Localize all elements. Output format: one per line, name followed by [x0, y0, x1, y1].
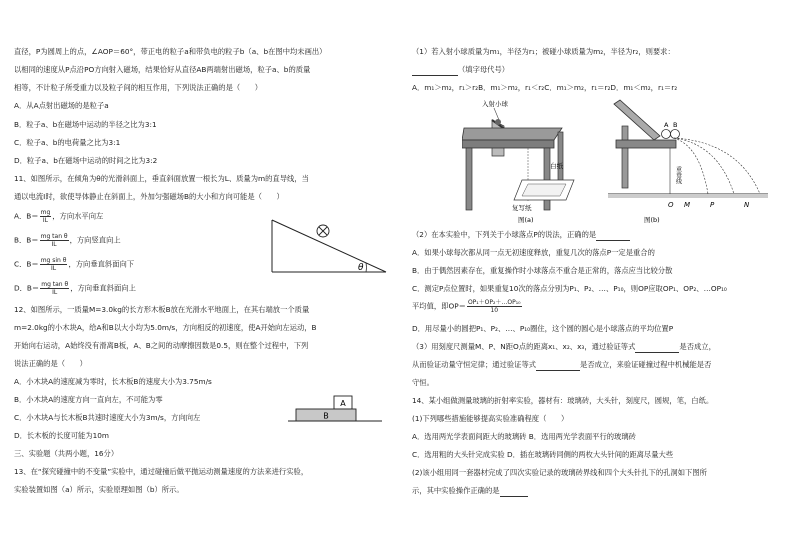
- q11-option-c-fraction: $\frac{\text{mg sin θ}}{IL}$: [40, 257, 67, 272]
- q13-part3-line-1: （3）用刻度尺测量M、P、N距O点的距离x₁、x₂、x₃，通过验证等式 是否成立，: [412, 342, 716, 351]
- svg-text:重垂线: 重垂线: [674, 166, 682, 184]
- q13-part2-option-a: A．如果小球每次都从同一点无初速度释放，重复几次的落点P一定是重合的: [412, 248, 655, 257]
- q14-part2-line-2: 示，其中实验操作正确的是: [412, 486, 528, 497]
- q12-line-1: 12、如图所示，一质量M=3.0kg的长方形木板B放在光滑水平地面上，在其右端放一个质量: [14, 305, 310, 314]
- svg-text:入射小球: 入射小球: [482, 100, 508, 108]
- q13-part2: （2）在本实验中，下列关于小球落点P的说法，正确的是: [412, 230, 630, 241]
- q14-part2: (2)该小组用同一套器材完成了四次实验记录的玻璃砖界线和四个大头针扎下的孔洞如下图所: [412, 468, 707, 477]
- q12-option-c: C．小木块A与长木板B共速时速度大小为3m/s，方向向左: [14, 413, 201, 422]
- figure-b-caption: 图(b): [644, 216, 660, 224]
- q11-line-2: 通以电流I时，欲使导体静止在斜面上，外加匀强磁场B的大小和方向可能是（ ）: [14, 192, 284, 201]
- block-figure: [286, 393, 386, 429]
- trajectory-p: [674, 138, 734, 194]
- q10-option-d: D．粒子a、b在磁场中运动的时间之比为3:2: [14, 156, 158, 165]
- q13-part2-option-c: C．测定P点位置时，如果重复10次的落点分别为P₁、P₂、…、P₁₀，则OP应取OP₁、OP₂、…OP₁₀: [412, 284, 727, 293]
- q12-option-d: D．长木板的长度可能为10m: [14, 431, 109, 440]
- q12-line-4: 说法正确的是（ ）: [14, 359, 87, 368]
- q13-part2-option-c-formula: 平均值，即OP＝ $\frac{\text{OP₁＋OP₂＋…OP₁₀}}{10}$: [412, 299, 521, 314]
- q11-option-b-fraction: $\frac{\text{mg tan θ}}{IL}$: [40, 233, 68, 248]
- table-leg: [466, 148, 472, 210]
- q13-part1-options: A．m₁＞m₂，r₁＞r₂B．m₁＞m₂，r₁＜r₂C．m₁＞m₂，r₁＝r₂D．m₁＜m₂，r₁＝r₂: [412, 83, 678, 92]
- answer-blank-1[interactable]: [412, 67, 458, 76]
- svg-text:复写纸: 复写纸: [512, 204, 532, 212]
- q13-line-2: 实验装置如图（a）所示，实验原理如图（b）所示。: [14, 485, 184, 494]
- svg-text:O: O: [668, 201, 674, 209]
- q11-option-d-fraction: $\frac{\text{mg tan θ}}{IL}$: [41, 281, 69, 296]
- q10-option-b: B．粒子a、b在磁场中运动的半径之比为3:1: [14, 120, 157, 129]
- svg-text:M: M: [684, 201, 691, 209]
- q13-part3-line-3: 守恒。: [412, 378, 434, 387]
- q13-part1-answer-line: （填字母代号）: [412, 65, 509, 76]
- intro-line-3: 相等，不计粒子所受重力以及粒子间的相互作用，下列说法正确的是（ ）: [14, 83, 263, 92]
- q10-option-c: C．粒子a、b的电荷量之比为3:1: [14, 138, 121, 147]
- q13-part3-line-2: 从而验证动量守恒定律；通过验证等式 是否成立，来验证碰撞过程中机械能是否: [412, 360, 712, 369]
- q13-part2-option-d: D．用尽量小的圆把P₁、P₂、…、P₁₀圈住，这个圆的圆心是小球落点的平均位置P: [412, 324, 674, 333]
- trajectory-n: [674, 138, 760, 194]
- svg-text:A: A: [664, 121, 669, 129]
- figure-b: [608, 96, 768, 228]
- theta-label: θ: [358, 263, 364, 273]
- q11-line-1: 11、如图所示，在倾角为θ的光滑斜面上，垂直斜面放置一根长为L、质量为m的直导线，当: [14, 174, 309, 183]
- intro-line-2: 以相同的速度从P点沿PO方向射入磁场，结果恰好从直径AB两端射出磁场，粒子a、b的质量: [14, 65, 311, 74]
- q10-option-a: A．从A点射出磁场的是粒子a: [14, 101, 109, 110]
- q11-option-b: B．B＝ $\frac{\text{mg tan θ}}{IL}$ ，方向竖直向上: [14, 233, 121, 248]
- svg-text:B: B: [323, 411, 329, 421]
- q13-part1: （1）若入射小球质量为m₁，半径为r₁；被碰小球质量为m₂，半径为r₂，则要求：: [412, 47, 675, 56]
- figure-a-caption: 图(a): [518, 216, 534, 224]
- ball-a: [662, 130, 671, 139]
- q12-line-2: m=2.0kg的小木块A，给A和B以大小均为5.0m/s，方向相反的初速度，使A开始向左运动，B: [14, 323, 317, 332]
- incline-surface: [272, 220, 386, 272]
- q11-option-a: A．B＝ $\frac{mg}{IL}$ ，方向水平向左: [14, 209, 104, 224]
- q11-option-c: C．B＝ $\frac{\text{mg sin θ}}{IL}$ ，方向垂直斜面向下: [14, 257, 135, 272]
- q12-option-b: B．小木块A的速度方向一直向左，不可能为零: [14, 395, 163, 404]
- q13-line-1: 13、在“探究碰撞中的不变量”实验中，通过碰撞后做平抛运动测量速度的方法来进行实验，: [14, 467, 309, 476]
- answer-blank-5[interactable]: [500, 488, 528, 497]
- q14-part1-option-ab: A．选用两光学表面间距大的玻璃砖 B．选用两光学表面平行的玻璃砖: [412, 432, 636, 441]
- q14-intro: 14、某小组做测量玻璃的折射率实验，器材有：玻璃砖，大头针，刻度尺，圆规，笔，白纸。: [412, 396, 714, 405]
- svg-text:N: N: [744, 201, 750, 209]
- incident-ball: [495, 119, 501, 125]
- incline-figure: [266, 214, 390, 278]
- svg-text:B: B: [673, 121, 678, 129]
- q12-option-a: A．小木块A的速度减为零时，长木板B的速度大小为3.75m/s: [14, 377, 212, 386]
- q11-option-d: D．B＝ $\frac{\text{mg tan θ}}{IL}$ ，方向垂直斜面向上: [14, 281, 136, 296]
- q12-line-3: 开始向右运动，A始终没有滑离B板，A、B之间的动摩擦因数是0.5，则在整个过程中，下列: [14, 341, 309, 350]
- track-end: [616, 140, 676, 148]
- q11-option-a-fraction: $\frac{mg}{IL}$: [40, 209, 51, 224]
- q14-part1-option-cd: C．选用粗的大头针完成实验 D．插在玻璃砖同侧的两枚大头针间的距离尽量大些: [412, 450, 674, 459]
- answer-blank-4[interactable]: [536, 362, 580, 371]
- svg-text:P: P: [710, 201, 715, 209]
- q13-part2-option-b: B．由于偶然因素存在，重复操作时小球落点不重合是正常的，落点应当比较分散: [412, 266, 673, 275]
- answer-blank-2[interactable]: [596, 232, 630, 241]
- svg-text:A: A: [340, 399, 346, 408]
- answer-blank-3[interactable]: [635, 344, 679, 353]
- svg-text:白纸: 白纸: [550, 162, 563, 170]
- table-top: [462, 128, 562, 140]
- intro-line-1: 直径，P为圆周上的点，∠AOP＝60°，带正电的粒子a和带负电的粒子b（a、b在图中均未画出）: [14, 47, 327, 56]
- q14-part1: (1)下列哪些措施能够提高实验准确程度（ ）: [412, 414, 569, 423]
- ball-b: [671, 130, 680, 139]
- figure-a: [462, 96, 584, 228]
- ramp-b: [614, 100, 660, 140]
- section-3-heading: 三、实验题（共两小题，16分）: [14, 449, 119, 458]
